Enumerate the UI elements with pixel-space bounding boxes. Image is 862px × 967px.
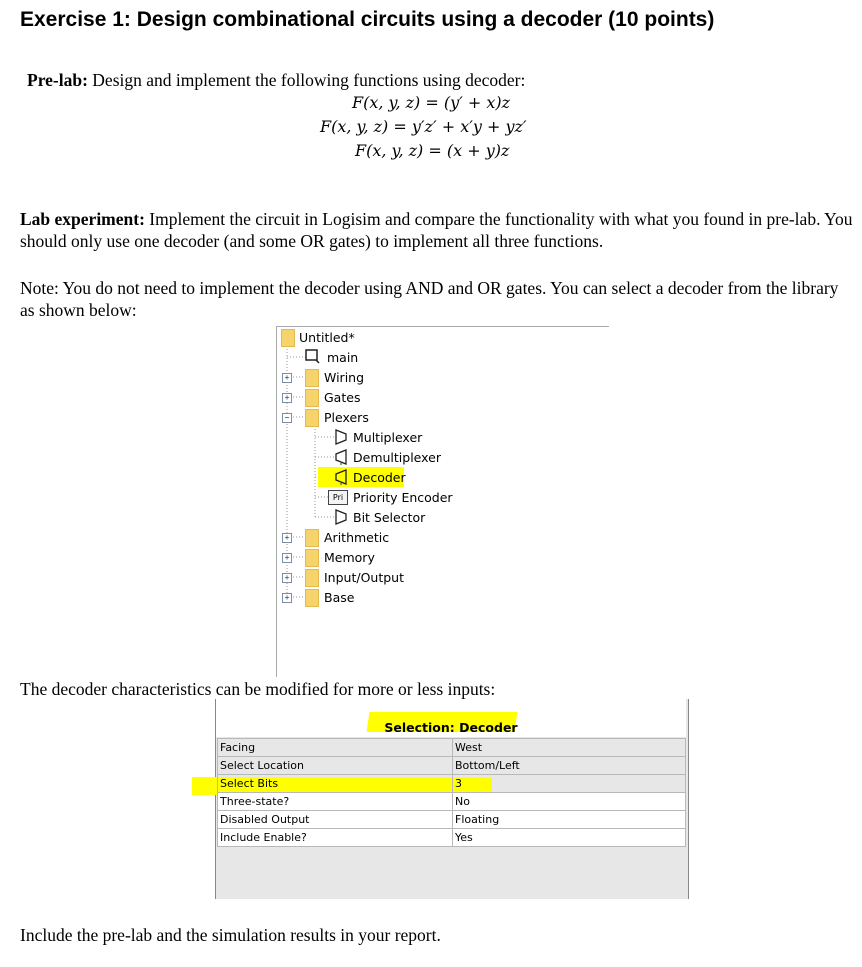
expand-icon[interactable]: + [282,553,292,563]
tree-item-multiplexer[interactable]: Multiplexer [353,430,423,445]
lab-label: Lab experiment: [20,209,145,229]
folder-icon [305,549,319,567]
attribute-value[interactable]: 3 [453,775,686,793]
tree-item-priority-encoder[interactable]: Priority Encoder [353,490,453,505]
attribute-name: Select Location [218,757,453,775]
tree-folder-gates[interactable]: Gates [324,390,361,405]
attribute-row [218,757,686,775]
attribute-value[interactable]: Bottom/Left [453,757,686,775]
tree-item-main[interactable]: main [327,350,359,365]
attribute-row [218,811,686,829]
footer-paragraph: Include the pre-lab and the simulation results in your report. [20,925,441,945]
expand-icon[interactable]: + [282,373,292,383]
lab-paragraph [20,208,854,252]
lab-text: Implement the circuit in Logisim and compare the functionality with what you found in pre-lab. You should only use one decoder (and some OR gates) to implement all three functions. [20,209,853,251]
folder-icon [305,529,319,547]
equation-1: F(x, y, z) = (y′ + x)z [352,93,511,112]
attribute-name: Disabled Output [218,811,453,829]
attribute-table [217,738,686,847]
expand-icon[interactable]: + [282,573,292,583]
decoder-icon [334,469,348,485]
equation-3: F(x, y, z) = (x + y)z [355,141,510,160]
tree-folder-base[interactable]: Base [324,590,355,605]
attribute-row [218,793,686,811]
equation-2: F(x, y, z) = y′z′ + x′y + yz′ [320,117,527,136]
tree-folder-plexers[interactable]: Plexers [324,410,369,425]
folder-icon [305,369,319,387]
expand-icon[interactable]: + [282,533,292,543]
prelab-paragraph [27,69,847,91]
project-folder-icon [281,329,295,347]
prelab-text: Design and implement the following functions using decoder: [87,70,526,90]
exercise-title: Exercise 1: Design combinational circuits using a decoder (10 points) [20,8,715,31]
attribute-name: Include Enable? [218,829,453,847]
folder-icon [305,589,319,607]
expand-icon[interactable]: + [282,593,292,603]
attribute-row [218,829,686,847]
tree-root[interactable]: Untitled* [299,330,355,345]
priority-encoder-icon: Pri [328,490,348,505]
expand-icon[interactable]: + [282,393,292,403]
tree-item-demultiplexer[interactable]: Demultiplexer [353,450,441,465]
attribute-row [218,739,686,757]
folder-icon [305,409,319,427]
attribute-value[interactable]: No [453,793,686,811]
attribute-row [218,775,686,793]
characteristics-paragraph: The decoder characteristics can be modified for more or less inputs: [20,679,496,699]
folder-icon [305,389,319,407]
tree-folder-wiring[interactable]: Wiring [324,370,365,385]
attribute-value[interactable]: Yes [453,829,686,847]
note-paragraph: Note: You do not need to implement the decoder using AND and OR gates. You can select a decoder from the library as shown below: [20,278,839,320]
tree-folder-input-output[interactable]: Input/Output [324,570,404,585]
attribute-value[interactable]: Floating [453,811,686,829]
prelab-label: Pre-lab: [27,70,88,90]
demultiplexer-icon [334,449,348,465]
bit-selector-icon [334,509,348,525]
circuit-icon [304,348,320,364]
attribute-name: Select Bits [218,775,453,793]
attribute-name: Three-state? [218,793,453,811]
multiplexer-icon [334,429,348,445]
tree-item-bit-selector[interactable]: Bit Selector [353,510,426,525]
tree-folder-memory[interactable]: Memory [324,550,375,565]
tree-folder-arithmetic[interactable]: Arithmetic [324,530,390,545]
attribute-name: Facing [218,739,453,757]
collapse-icon[interactable]: − [282,413,292,423]
attribute-value[interactable]: West [453,739,686,757]
tree-item-decoder[interactable]: Decoder [353,470,406,485]
folder-icon [305,569,319,587]
selection-label: Selection: Decoder [384,720,518,735]
